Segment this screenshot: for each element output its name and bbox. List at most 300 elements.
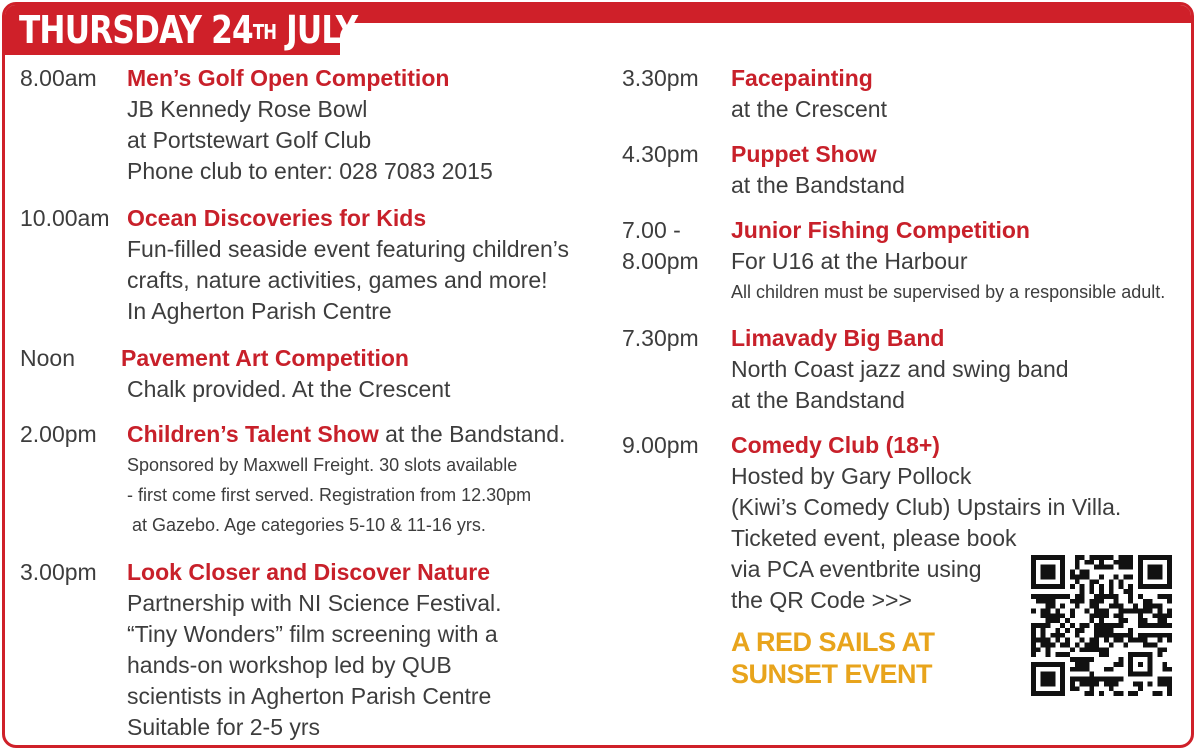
qr-module (1070, 681, 1075, 686)
qr-module (1094, 681, 1099, 686)
qr-module (1128, 589, 1133, 594)
qr-module (1099, 565, 1104, 570)
qr-module (1055, 638, 1060, 643)
qr-module (1167, 594, 1172, 599)
qr-module (1055, 633, 1060, 638)
event-time: 4.30pm (622, 141, 699, 167)
event-detail: Chalk provided. At the Crescent (127, 376, 451, 402)
qr-module (1070, 608, 1075, 613)
event-time: 7.00 - 8.00pm (622, 217, 699, 274)
qr-module (1055, 594, 1060, 599)
event-detail: (Kiwi’s Comedy Club) Upstairs in Villa. (731, 494, 1122, 520)
qr-module (1109, 579, 1114, 584)
qr-module (1089, 599, 1094, 604)
qr-module (1060, 623, 1065, 628)
qr-module (1114, 677, 1119, 682)
qr-module (1109, 643, 1114, 648)
qr-module (1104, 633, 1109, 638)
qr-module (1065, 594, 1070, 599)
qr-module (1084, 574, 1089, 579)
event-junior-fishing (622, 215, 1194, 323)
qr-module (1157, 613, 1162, 618)
qr-module (1099, 560, 1104, 565)
qr-module (1046, 638, 1051, 643)
qr-module (1109, 686, 1114, 691)
event-name: Children’s Talent Show (127, 421, 379, 447)
event-detail: All children must be supervised by a responsible adult. (731, 282, 1166, 302)
event-detail: at Portstewart Golf Club (127, 127, 372, 153)
event-detail: Hosted by Gary Pollock (731, 463, 972, 489)
qr-module (1167, 599, 1172, 604)
qr-module (1046, 618, 1051, 623)
qr-module (1157, 623, 1162, 628)
qr-module (1070, 599, 1075, 604)
event-detail: Ticketed event, please book (731, 525, 1017, 551)
event-name: Pavement Art Competition (121, 345, 409, 371)
qr-module (1104, 652, 1109, 657)
qr-module (1089, 555, 1094, 560)
qr-module (1143, 618, 1148, 623)
qr-module (1094, 643, 1099, 648)
qr-module (1128, 560, 1133, 565)
qr-module (1157, 681, 1162, 686)
qr-module (1109, 604, 1114, 609)
qr-module (1065, 628, 1070, 633)
qr-module (1094, 555, 1099, 560)
qr-module (1046, 613, 1051, 618)
qr-module (1143, 623, 1148, 628)
qr-module (1084, 623, 1089, 628)
qr-module (1094, 604, 1099, 609)
event-detail: Partnership with NI Science Festival. (127, 590, 502, 616)
qr-module (1104, 647, 1109, 652)
qr-module (1070, 584, 1075, 589)
qr-module (1114, 638, 1119, 643)
qr-module (1153, 633, 1158, 638)
qr-module (1138, 613, 1143, 618)
qr-module (1070, 623, 1075, 628)
qr-module (1089, 613, 1094, 618)
qr-module (1109, 565, 1114, 570)
event-time: 9.00pm (622, 432, 699, 458)
qr-module (1157, 633, 1162, 638)
qr-module (1099, 555, 1104, 560)
qr-module (1094, 565, 1099, 570)
qr-module (1084, 560, 1089, 565)
qr-module (1046, 647, 1051, 652)
qr-module (1114, 560, 1119, 565)
qr-module (1084, 657, 1089, 662)
qr-module (1104, 608, 1109, 613)
qr-module (1089, 584, 1094, 589)
qr-module (1094, 638, 1099, 643)
qr-module (1041, 623, 1046, 628)
qr-module (1104, 677, 1109, 682)
qr-module (1041, 608, 1046, 613)
qr-module (1119, 565, 1124, 570)
event-name: Men’s Golf Open Competition (127, 65, 450, 91)
qr-module (1036, 623, 1041, 628)
qr-module (1089, 677, 1094, 682)
qr-module (1046, 652, 1051, 657)
qr-module (1128, 584, 1133, 589)
qr-module (1050, 643, 1055, 648)
qr-module (1089, 657, 1094, 662)
qr-module (1099, 633, 1104, 638)
qr-module (1143, 604, 1148, 609)
qr-module (1167, 638, 1172, 643)
event-detail: “Tiny Wonders” film screening with a (127, 621, 498, 647)
qr-module (1148, 681, 1153, 686)
event-talent-show (20, 419, 600, 557)
event-detail: JB Kennedy Rose Bowl (127, 96, 368, 122)
qr-module (1041, 643, 1046, 648)
qr-module (1089, 686, 1094, 691)
qr-module (1114, 623, 1119, 628)
qr-module (1119, 638, 1124, 643)
qr-module (1080, 681, 1085, 686)
qr-module (1109, 677, 1114, 682)
qr-module (1114, 599, 1119, 604)
qr-module (1133, 608, 1138, 613)
qr-module (1099, 618, 1104, 623)
qr-module (1050, 633, 1055, 638)
qr-module (1104, 638, 1109, 643)
qr-module (1094, 628, 1099, 633)
qr-module (1031, 647, 1036, 652)
qr-module (1046, 604, 1051, 609)
qr-module (1080, 594, 1085, 599)
event-detail: at the Crescent (731, 96, 887, 122)
qr-module (1119, 560, 1124, 565)
qr-module (1055, 618, 1060, 623)
event-time: 8.00am (20, 65, 97, 91)
header-bar (5, 5, 1194, 55)
qr-module (1148, 623, 1153, 628)
event-time: 7.30pm (622, 325, 699, 351)
qr-module (1157, 638, 1162, 643)
qr-module (1080, 638, 1085, 643)
qr-module (1123, 574, 1128, 579)
qr-module (1075, 604, 1080, 609)
qr-module (1055, 652, 1060, 657)
qr-module (1070, 677, 1075, 682)
qr-module (1157, 677, 1162, 682)
qr-module (1060, 633, 1065, 638)
qr-module (1157, 647, 1162, 652)
qr-module (1119, 662, 1124, 667)
qr-module (1119, 608, 1124, 613)
qr-module (1084, 662, 1089, 667)
qr-module (1084, 681, 1089, 686)
qr-module (1031, 594, 1036, 599)
event-detail: Fun-filled seaside event featuring children’s (127, 236, 569, 262)
qr-module (1094, 594, 1099, 599)
qr-module (1138, 608, 1143, 613)
qr-module (1119, 657, 1124, 662)
qr-module (1119, 633, 1124, 638)
event-detail: scientists in Agherton Parish Centre (127, 683, 492, 709)
qr-module (1114, 613, 1119, 618)
qr-module (1128, 599, 1133, 604)
qr-module (1104, 613, 1109, 618)
qr-module (1070, 570, 1075, 575)
qr-module (1041, 594, 1046, 599)
qr-module (1104, 667, 1109, 672)
qr-module (1031, 608, 1036, 613)
qr-module (1167, 613, 1172, 618)
event-detail: Suitable for 2-5 yrs (127, 714, 321, 740)
qr-module (1055, 613, 1060, 618)
event-detail: Phone club to enter: 028 7083 2015 (127, 158, 493, 184)
event-name: Limavady Big Band (731, 325, 945, 351)
qr-module (1104, 555, 1109, 560)
event-name: Look Closer and Discover Nature (127, 559, 490, 585)
qr-module (1162, 677, 1167, 682)
event-card (2, 2, 1194, 748)
qr-module (1089, 681, 1094, 686)
qr-module (1084, 643, 1089, 648)
qr-module (1070, 667, 1075, 672)
qr-module (1099, 628, 1104, 633)
qr-module (1167, 691, 1172, 696)
qr-module (1162, 613, 1167, 618)
qr-module (1123, 633, 1128, 638)
qr-module (1065, 652, 1070, 657)
qr-module (1143, 599, 1148, 604)
event-puppet-show (622, 139, 1194, 215)
qr-module (1031, 643, 1036, 648)
qr-module (1128, 628, 1133, 633)
qr-module (1128, 594, 1133, 599)
qr-module (1109, 589, 1114, 594)
qr-module (1138, 686, 1143, 691)
qr-module (1055, 608, 1060, 613)
qr-module (1075, 686, 1080, 691)
qr-module (1089, 618, 1094, 623)
event-detail: the QR Code >>> (731, 587, 912, 613)
qr-module (1075, 628, 1080, 633)
qr-module (1075, 643, 1080, 648)
qr-module (1148, 599, 1153, 604)
qr-module (1055, 628, 1060, 633)
qr-module (1138, 618, 1143, 623)
qr-module (1119, 584, 1124, 589)
qr-module (1075, 657, 1080, 662)
qr-module (1157, 652, 1162, 657)
event-name: Ocean Discoveries for Kids (127, 205, 427, 231)
qr-module (1080, 628, 1085, 633)
event-detail: - first come first served. Registration from 12.30pm (127, 485, 532, 505)
qr-module (1114, 691, 1119, 696)
qr-module (1148, 604, 1153, 609)
qr-module (1080, 555, 1085, 560)
qr-module (1104, 628, 1109, 633)
event-detail: crafts, nature activities, games and more! (127, 267, 548, 293)
qr-module (1046, 608, 1051, 613)
qr-module (1050, 604, 1055, 609)
qr-module (1104, 681, 1109, 686)
qr-module (1084, 691, 1089, 696)
qr-module (1050, 599, 1055, 604)
qr-module (1075, 662, 1080, 667)
event-pavement-art (20, 343, 600, 419)
qr-module (1080, 647, 1085, 652)
qr-module (1119, 618, 1124, 623)
qr-module (1060, 604, 1065, 609)
qr-module (1089, 589, 1094, 594)
qr-module (1114, 662, 1119, 667)
qr-module (1123, 555, 1128, 560)
qr-module (1041, 633, 1046, 638)
qr-module (1119, 677, 1124, 682)
qr-module (1041, 599, 1046, 604)
event-detail: hands-on workshop led by QUB (127, 652, 452, 678)
qr-module (1099, 647, 1104, 652)
qr-module (1075, 599, 1080, 604)
qr-module (1128, 691, 1133, 696)
qr-module (1109, 623, 1114, 628)
qr-module (1133, 691, 1138, 696)
qr-module (1070, 613, 1075, 618)
qr-module (1128, 638, 1133, 643)
qr-module (1167, 677, 1172, 682)
left-column (20, 63, 600, 747)
qr-module (1036, 647, 1041, 652)
qr-module (1128, 633, 1133, 638)
qr-module (1143, 643, 1148, 648)
qr-module (1162, 594, 1167, 599)
qr-module (1109, 633, 1114, 638)
qr-module (1123, 589, 1128, 594)
event-name: Comedy Club (18+) (731, 432, 940, 458)
qr-module (1031, 628, 1036, 633)
qr-module (1138, 638, 1143, 643)
qr-module (1099, 594, 1104, 599)
qr-module (1138, 623, 1143, 628)
qr-module (1109, 594, 1114, 599)
qr-module (1099, 613, 1104, 618)
qr-module (1080, 574, 1085, 579)
qr-module (1075, 594, 1080, 599)
event-golf (20, 63, 600, 203)
qr-module (1050, 594, 1055, 599)
event-nature (20, 557, 600, 747)
qr-module (1041, 638, 1046, 643)
qr-module (1031, 623, 1036, 628)
qr-module (1148, 633, 1153, 638)
qr-module (1094, 599, 1099, 604)
qr-module (1099, 623, 1104, 628)
qr-module (1157, 691, 1162, 696)
qr-module (1162, 618, 1167, 623)
qr-module (1094, 608, 1099, 613)
event-big-band (622, 323, 1194, 430)
qr-module (1114, 633, 1119, 638)
event-time: 2.00pm (20, 421, 97, 447)
qr-module (1075, 574, 1080, 579)
qr-module (1167, 681, 1172, 686)
qr-module (1104, 594, 1109, 599)
event-detail: at Gazebo. Age categories 5-10 & 11-16 yrs. (127, 515, 486, 535)
qr-module (1162, 623, 1167, 628)
qr-module (1084, 647, 1089, 652)
qr-code-icon[interactable] (1031, 555, 1172, 696)
event-time: 3.00pm (20, 559, 97, 585)
qr-module (1041, 628, 1046, 633)
qr-module (1070, 574, 1075, 579)
event-ocean (20, 203, 600, 343)
qr-module (1046, 594, 1051, 599)
qr-module (1104, 565, 1109, 570)
qr-module (1162, 667, 1167, 672)
qr-module (1099, 691, 1104, 696)
qr-module (1123, 565, 1128, 570)
qr-module (1119, 623, 1124, 628)
qr-module (1046, 623, 1051, 628)
qr-module (1084, 570, 1089, 575)
qr-module (1157, 608, 1162, 613)
qr-module (1084, 608, 1089, 613)
event-name: Puppet Show (731, 141, 877, 167)
qr-module (1080, 599, 1085, 604)
qr-module (1114, 681, 1119, 686)
qr-module (1148, 643, 1153, 648)
qr-module (1138, 681, 1143, 686)
qr-module (1094, 647, 1099, 652)
qr-module (1109, 584, 1114, 589)
qr-module (1094, 633, 1099, 638)
qr-module (1153, 691, 1158, 696)
qr-module (1123, 618, 1128, 623)
qr-module (1080, 657, 1085, 662)
qr-module (1153, 643, 1158, 648)
qr-module (1114, 574, 1119, 579)
qr-module (1157, 618, 1162, 623)
event-detail: North Coast jazz and swing band (731, 356, 1069, 382)
qr-module (1080, 570, 1085, 575)
qr-module (1075, 677, 1080, 682)
qr-module (1167, 608, 1172, 613)
qr-module (1153, 623, 1158, 628)
qr-module (1109, 628, 1114, 633)
qr-module (1080, 589, 1085, 594)
qr-module (1080, 677, 1085, 682)
qr-module (1099, 677, 1104, 682)
qr-module (1036, 599, 1041, 604)
qr-module (1070, 657, 1075, 662)
qr-module (1036, 638, 1041, 643)
qr-module (1041, 613, 1046, 618)
qr-module (1094, 613, 1099, 618)
qr-module (1162, 662, 1167, 667)
qr-module (1084, 667, 1089, 672)
event-detail: via PCA eventbrite using (731, 556, 982, 582)
qr-module (1128, 608, 1133, 613)
qr-module (1133, 638, 1138, 643)
qr-module (1119, 555, 1124, 560)
qr-module (1089, 560, 1094, 565)
qr-module (1089, 647, 1094, 652)
qr-module (1133, 604, 1138, 609)
qr-module (1099, 584, 1104, 589)
qr-module (1065, 643, 1070, 648)
qr-module (1167, 633, 1172, 638)
qr-module (1060, 594, 1065, 599)
event-detail: In Agherton Parish Centre (127, 298, 392, 324)
qr-module (1143, 638, 1148, 643)
qr-module (1060, 613, 1065, 618)
